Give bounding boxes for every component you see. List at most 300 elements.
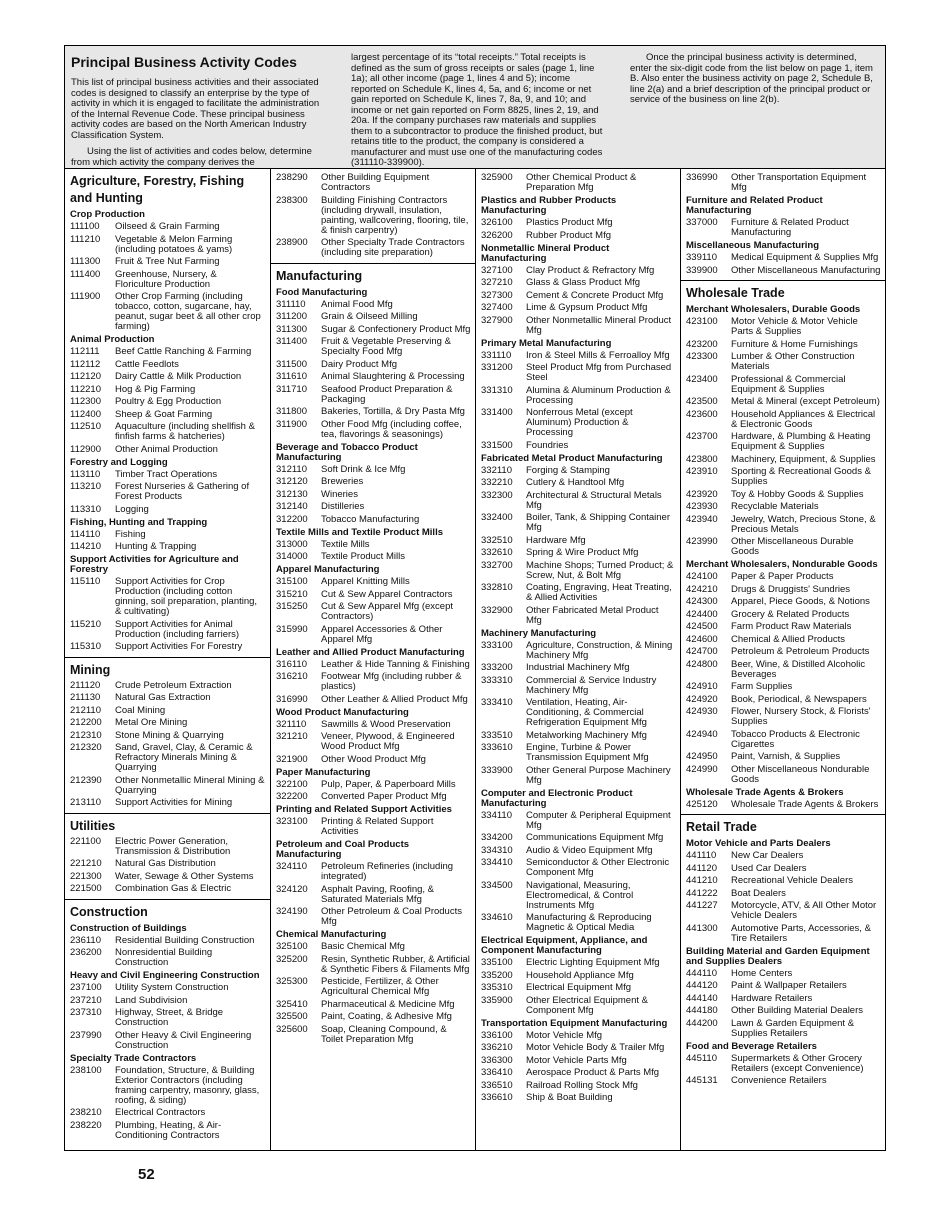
activity-description: Chemical & Allied Products <box>731 633 846 645</box>
code-entry <box>276 695 471 705</box>
group-heading: Wholesale Trade Agents & Brokers <box>686 786 844 798</box>
activity-code: 424940 <box>686 728 718 740</box>
group-heading: Beverage and Tobacco Product Manufacturing <box>276 441 418 463</box>
activity-description: Highway, Street, & Bridge Construction <box>115 1007 224 1028</box>
code-entry <box>481 1031 676 1041</box>
code-entry <box>686 901 881 921</box>
code-entry <box>276 173 471 193</box>
code-entry <box>70 996 266 1006</box>
activity-description: Animal Food Mfg <box>321 298 393 310</box>
code-entry <box>686 317 881 337</box>
section <box>65 169 270 657</box>
activity-code: 334310 <box>481 844 513 856</box>
code-entry <box>276 420 471 440</box>
code-entry <box>686 218 881 238</box>
activity-code: 441210 <box>686 875 718 886</box>
group-heading: Machinery Manufacturing <box>481 627 597 639</box>
code-entry <box>686 502 881 512</box>
page-title: Principal Business Activity Codes <box>71 54 297 70</box>
activity-description: Cattle Feedlots <box>115 358 179 370</box>
activity-code: 221300 <box>70 870 102 882</box>
activity-code: 444200 <box>686 1017 718 1029</box>
activity-description: Sporting & Recreational Goods & Supplies <box>731 466 871 487</box>
code-entry <box>276 325 471 335</box>
activity-description: Natural Gas Extraction <box>115 692 211 703</box>
activity-description: Aerospace Product & Parts Mfg <box>526 1067 660 1078</box>
group-heading: Wood Product Manufacturing <box>276 706 409 718</box>
activity-description: Furniture & Related Product Manufacturing <box>731 217 849 238</box>
code-entry <box>686 695 881 705</box>
activity-description: Household Appliances & Electrical & Electronic Goods <box>731 408 876 430</box>
activity-code: 111400 <box>70 268 101 280</box>
code-entry <box>276 238 471 258</box>
activity-description: Basic Chemical Mfg <box>321 941 405 952</box>
code-entry <box>686 647 881 657</box>
code-entry <box>70 410 266 420</box>
activity-description: Machinery, Equipment, & Supplies <box>731 453 876 465</box>
activity-code: 334110 <box>481 809 512 821</box>
code-entry <box>70 743 266 773</box>
activity-code: 331310 <box>481 384 513 396</box>
activity-code: 423910 <box>686 466 718 477</box>
intro-paragraph-1: This list of principal business activities and their associated codes is designed to classify an enterprise by the type of activity in which it is engaged to facilitate the administration of the Internal Revenue Code. These principal business activity codes are based on the North American Industry Classification System. <box>71 77 320 141</box>
code-entry <box>70 1008 266 1028</box>
activity-code: 424400 <box>686 608 718 620</box>
activity-description: Stone Mining & Quarrying <box>115 729 224 741</box>
activity-code: 336990 <box>686 172 718 183</box>
activity-description: Aquaculture (including shellfish & finfish farms & hatcheries) <box>115 421 255 442</box>
activity-description: Petroleum & Petroleum Products <box>731 646 870 657</box>
code-entry <box>481 386 676 406</box>
activity-code: 441222 <box>686 887 718 899</box>
code-entry <box>481 641 676 661</box>
section <box>271 263 475 1050</box>
activity-code: 221100 <box>70 835 101 847</box>
code-entry <box>481 983 676 993</box>
activity-code: 332210 <box>481 477 513 488</box>
activity-code: 114210 <box>70 541 101 552</box>
activity-code: 331400 <box>481 407 513 418</box>
activity-code: 335310 <box>481 982 513 993</box>
activity-description: Other Nonmetallic Mineral Mining & Quarrying <box>115 774 265 796</box>
activity-description: Resin, Synthetic Rubber, & Artificial & Synthetic Fibers & Filaments Mfg <box>321 953 470 975</box>
code-entry <box>70 482 266 502</box>
activity-code: 333200 <box>481 662 513 673</box>
intro-paragraph-4: Once the principal business activity is determined, enter the six-digit code from the list below on page 1, item B. Also enter the business activity on page 2, Schedule B, line 2(a) and a brief description of the principal product or service of the business on line 2(b). <box>630 52 873 105</box>
activity-code: 337000 <box>686 217 718 228</box>
section-title: Construction <box>70 904 148 919</box>
section <box>681 814 885 1091</box>
activity-description: Glass & Glass Product Mfg <box>526 277 641 288</box>
activity-description: Wholesale Trade Agents & Brokers <box>731 798 879 810</box>
activity-description: Wineries <box>321 488 358 500</box>
activity-description: Bakeries, Tortilla, & Dry Pasta Mfg <box>321 406 465 417</box>
activity-code: 316110 <box>276 658 307 670</box>
intro-paragraph-2: Using the list of activities and codes below, determine from which activity the company derives the <box>71 146 312 168</box>
group-heading: Chemical Manufacturing <box>276 929 387 940</box>
code-entry <box>276 477 471 487</box>
activity-description: Dairy Cattle & Milk Production <box>115 371 242 382</box>
activity-code: 332110 <box>481 464 512 476</box>
activity-code: 331500 <box>481 439 513 451</box>
code-entry <box>481 833 676 843</box>
activity-code: 112900 <box>70 443 101 455</box>
activity-description: Nonferrous Metal (except Aluminum) Production & Processing <box>526 407 633 438</box>
activity-description: Logging <box>115 503 149 515</box>
group-heading: Building Material and Garden Equipment and Supplies Dealers <box>686 945 870 967</box>
code-entry <box>70 798 266 808</box>
group-heading: Forestry and Logging <box>70 456 168 468</box>
activity-code: 321110 <box>276 718 307 730</box>
activity-description: Hog & Pig Farming <box>115 383 196 395</box>
activity-description: Hardware Mfg <box>526 534 586 546</box>
activity-code: 334410 <box>481 857 513 868</box>
code-entry <box>686 537 881 557</box>
code-entry <box>70 936 266 946</box>
activity-code: 115310 <box>70 641 101 652</box>
code-entry <box>481 513 676 533</box>
code-entry <box>276 372 471 382</box>
activity-code: 212110 <box>70 704 101 716</box>
activity-description: Footwear Mfg (including rubber & plastics) <box>321 671 462 692</box>
code-entry <box>686 622 881 632</box>
code-entry <box>686 994 881 1004</box>
code-entry <box>481 663 676 673</box>
activity-description: Apparel, Piece Goods, & Notions <box>731 596 870 607</box>
code-entry <box>686 851 881 861</box>
activity-code: 115110 <box>70 576 101 587</box>
activity-description: Household Appliance Mfg <box>526 969 634 981</box>
activity-code: 327210 <box>481 277 513 288</box>
section <box>681 169 885 280</box>
activity-description: Paper & Paper Products <box>731 571 834 582</box>
activity-code: 336300 <box>481 1054 513 1066</box>
activity-code: 321210 <box>276 731 308 742</box>
activity-description: Grocery & Related Products <box>731 608 850 620</box>
group-heading: Furniture and Related Product Manufacturing <box>686 195 823 216</box>
activity-description: Distilleries <box>321 501 365 512</box>
activity-code: 111300 <box>70 256 101 267</box>
activity-code: 423400 <box>686 373 718 385</box>
activity-code: 311500 <box>276 358 307 370</box>
activity-code: 336100 <box>481 1029 513 1041</box>
activity-description: Electrical Contractors <box>115 1107 206 1118</box>
code-entry <box>276 817 471 837</box>
group-heading: Merchant Wholesalers, Durable Goods <box>686 304 861 315</box>
activity-description: Book, Periodical, & Newspapers <box>731 693 867 705</box>
activity-description: Rubber Product Mfg <box>526 229 612 241</box>
activity-description: Water, Sewage & Other Systems <box>115 870 254 882</box>
activity-description: Communications Equipment Mfg <box>526 832 664 843</box>
code-entry <box>70 872 266 882</box>
code-entry <box>686 340 881 350</box>
code-entry <box>481 766 676 786</box>
activity-code: 327100 <box>481 264 513 276</box>
activity-description: Agriculture, Construction, & Mining Machinery Mfg <box>526 639 673 661</box>
activity-code: 111900 <box>70 291 101 302</box>
code-entry <box>481 278 676 288</box>
activity-description: Land Subdivision <box>115 994 188 1006</box>
code-entry <box>70 948 266 968</box>
activity-description: Other Electrical Equipment & Component Mfg <box>526 994 648 1016</box>
activity-code: 311800 <box>276 406 307 417</box>
activity-description: Coal Mining <box>115 704 166 716</box>
activity-code: 112400 <box>70 408 101 420</box>
activity-description: Cut & Sew Apparel Contractors <box>321 588 453 600</box>
code-entry <box>686 635 881 645</box>
activity-code: 111100 <box>70 221 100 232</box>
code-entry <box>276 792 471 802</box>
intro-paragraph-3: largest percentage of its “total receipts.” Total receipts is defined as the sum of gross receipts or sales (page 1, line 1a); all other income (page 1, lines 4 and 5); income reported on Schedule K, lines 4, 5a, and 6; income or net gain reported on Schedule K, lines 7, 8a, 9, and 10; and income or net gain reported on Form 8825, lines 2, 19, and 20a. If the company purchases raw materials and supplies them to a subcontractor to produce the finished product, but retains title to the product, the company is considered a manufacturer and must use one of the manufacturing codes (311110-339900). <box>351 52 603 168</box>
code-entry <box>276 625 471 645</box>
activity-code: 333310 <box>481 674 513 686</box>
activity-description: Boat Dealers <box>731 887 786 899</box>
page-frame <box>64 45 886 1151</box>
activity-description: Electric Lighting Equipment Mfg <box>526 957 660 968</box>
activity-description: Railroad Rolling Stock Mfg <box>526 1079 638 1091</box>
activity-description: Asphalt Paving, Roofing, & Saturated Materials Mfg <box>321 883 435 905</box>
activity-code: 424100 <box>686 571 718 582</box>
activity-description: Fishing <box>115 528 146 540</box>
code-entry <box>481 846 676 856</box>
activity-code: 423920 <box>686 488 718 500</box>
activity-description: Audio & Video Equipment Mfg <box>526 844 653 856</box>
code-entry <box>70 681 266 691</box>
activity-description: Clay Product & Refractory Mfg <box>526 264 655 276</box>
activity-code: 331110 <box>481 349 512 361</box>
activity-description: Cut & Sew Apparel Mfg (except Contractors) <box>321 601 454 622</box>
code-entry <box>276 385 471 405</box>
activity-code: 312120 <box>276 476 308 487</box>
activity-code: 237100 <box>70 982 102 993</box>
activity-description: Flower, Nursery Stock, & Florists' Supplies <box>731 706 871 727</box>
code-entry <box>481 218 676 228</box>
activity-description: Sheep & Goat Farming <box>115 408 213 420</box>
activity-code: 333410 <box>481 697 513 708</box>
activity-description: Grain & Oilseed Milling <box>321 311 418 322</box>
activity-description: Other Miscellaneous Durable Goods <box>731 536 854 557</box>
code-entry <box>276 360 471 370</box>
code-entry <box>276 1025 471 1045</box>
activity-code: 221500 <box>70 883 102 894</box>
activity-description: Other Building Material Dealers <box>731 1005 864 1016</box>
code-entry <box>481 676 676 696</box>
activity-code: 311300 <box>276 323 307 335</box>
activity-code: 441110 <box>686 850 717 861</box>
activity-code: 332810 <box>481 582 513 593</box>
code-entry <box>686 432 881 452</box>
code-entry <box>481 408 676 438</box>
section-title: Manufacturing <box>276 268 363 283</box>
activity-description: Iron & Steel Mills & Ferroalloy Mfg <box>526 349 670 361</box>
activity-code: 424800 <box>686 658 718 670</box>
code-entry <box>276 1000 471 1010</box>
code-entry <box>686 969 881 979</box>
code-entry <box>276 540 471 550</box>
activity-code: 332700 <box>481 559 513 571</box>
code-entry <box>70 1066 266 1106</box>
code-entry <box>481 881 676 911</box>
activity-description: Fruit & Tree Nut Farming <box>115 256 220 267</box>
activity-description: Nonresidential Building Construction <box>115 947 213 968</box>
activity-description: Coating, Engraving, Heat Treating, & Allied Activities <box>526 582 672 603</box>
group-heading: Nonmetallic Mineral Product Manufacturing <box>481 242 610 264</box>
code-entry <box>686 924 881 944</box>
code-entry <box>70 1108 266 1118</box>
activity-code: 423200 <box>686 338 718 350</box>
activity-code: 424920 <box>686 693 718 705</box>
activity-code: 424210 <box>686 583 718 595</box>
section <box>476 169 680 1108</box>
code-entry <box>481 1056 676 1066</box>
code-entry <box>70 235 266 255</box>
activity-code: 332400 <box>481 512 513 523</box>
activity-code: 334610 <box>481 912 513 923</box>
code-entry <box>70 397 266 407</box>
activity-code: 327900 <box>481 314 513 326</box>
intro-column-1 <box>71 52 324 168</box>
activity-code: 423800 <box>686 453 718 465</box>
activity-description: Other Transportation Equipment Mfg <box>731 172 867 193</box>
code-entry <box>481 266 676 276</box>
code-entry <box>276 720 471 730</box>
code-entry <box>70 292 266 332</box>
activity-description: Convenience Retailers <box>731 1075 827 1086</box>
activity-code: 334200 <box>481 832 513 843</box>
activity-description: Pulp, Paper, & Paperboard Mills <box>321 778 456 790</box>
code-entry <box>686 585 881 595</box>
activity-code: 332510 <box>481 534 513 546</box>
activity-description: Natural Gas Distribution <box>115 858 216 869</box>
activity-description: Apparel Accessories & Other Apparel Mfg <box>321 623 443 645</box>
activity-description: Recreational Vehicle Dealers <box>731 875 853 886</box>
code-entry <box>70 859 266 869</box>
activity-code: 311400 <box>276 336 307 347</box>
code-entry <box>481 173 676 193</box>
activity-code: 424600 <box>686 633 718 645</box>
activity-description: Poultry & Egg Production <box>115 396 222 407</box>
activity-description: Other Fabricated Metal Product Mfg <box>526 604 659 626</box>
code-entry <box>70 505 266 515</box>
activity-description: Petroleum Refineries (including integrated) <box>321 861 454 882</box>
code-entry <box>276 955 471 975</box>
activity-code: 423600 <box>686 408 718 420</box>
activity-description: Crude Petroleum Extraction <box>115 679 232 691</box>
code-entry <box>276 407 471 417</box>
activity-description: Oilseed & Grain Farming <box>115 221 220 232</box>
activity-code: 237210 <box>70 994 102 1006</box>
activity-code: 331200 <box>481 362 513 373</box>
code-entry <box>70 693 266 703</box>
section <box>65 813 270 899</box>
activity-code: 424300 <box>686 596 718 607</box>
activity-description: Animal Slaughtering & Processing <box>321 371 465 382</box>
activity-description: Forest Nurseries & Gathering of Forest Products <box>115 481 250 502</box>
code-entry <box>686 1076 881 1086</box>
activity-code: 333100 <box>481 639 513 651</box>
activity-description: Metal Ore Mining <box>115 717 188 728</box>
activity-description: Lawn & Garden Equipment & Supplies Retailers <box>731 1017 855 1039</box>
code-entry <box>481 731 676 741</box>
activity-description: Medical Equipment & Supplies Mfg <box>731 252 879 263</box>
group-heading: Food and Beverage Retailers <box>686 1040 817 1052</box>
group-heading: Merchant Wholesalers, Nondurable Goods <box>686 559 878 570</box>
activity-code: 112111 <box>70 346 100 357</box>
group-heading: Textile Mills and Textile Product Mills <box>276 526 443 538</box>
group-heading: Paper Manufacturing <box>276 766 371 778</box>
activity-description: Other Chemical Product & Preparation Mfg <box>526 172 637 193</box>
code-entry <box>276 196 471 236</box>
activity-code: 212320 <box>70 742 102 753</box>
activity-description: Supermarkets & Other Grocery Retailers (except Convenience) <box>731 1052 864 1074</box>
code-entry <box>481 536 676 546</box>
activity-description: Electric Power Generation, Transmission & Distribution <box>115 835 231 857</box>
code-entry <box>276 552 471 562</box>
activity-description: Other Food Mfg (including coffee, tea, flavorings & seasonings) <box>321 418 462 440</box>
code-entry <box>481 971 676 981</box>
code-entry <box>276 312 471 322</box>
code-entry <box>70 577 266 617</box>
activity-code: 312200 <box>276 513 308 525</box>
activity-description: Pesticide, Fertilizer, & Other Agricultural Chemical Mfg <box>321 976 439 997</box>
activity-code: 221210 <box>70 858 102 869</box>
activity-description: Cutlery & Handtool Mfg <box>526 477 625 488</box>
activity-description: Building Finishing Contractors (including drywall, insulation, painting, wallcovering, flooring, tile, & finish carpentry) <box>321 194 469 236</box>
code-entry <box>686 707 881 727</box>
activity-code: 326200 <box>481 229 513 241</box>
group-heading: Petroleum and Coal Products Manufacturing <box>276 839 410 860</box>
activity-description: Sand, Gravel, Clay, & Ceramic & Refractory Minerals Mining & Quarrying <box>115 742 253 773</box>
activity-code: 212310 <box>70 729 102 741</box>
activity-code: 113210 <box>70 481 101 492</box>
activity-description: Furniture & Home Furnishings <box>731 338 858 350</box>
activity-description: Motorcycle, ATV, & All Other Motor Vehicle Dealers <box>731 900 877 921</box>
activity-description: Textile Mills <box>321 538 370 550</box>
code-entry <box>686 173 881 193</box>
activity-description: Utility System Construction <box>115 982 229 993</box>
activity-description: Support Activities for Mining <box>115 797 233 808</box>
code-entry <box>276 337 471 357</box>
column-2 <box>271 169 476 1151</box>
activity-description: Soap, Cleaning Compound, & Toilet Preparation Mfg <box>321 1023 447 1045</box>
activity-description: Paint, Varnish, & Supplies <box>731 751 841 762</box>
code-entry <box>70 445 266 455</box>
code-entry <box>481 1081 676 1091</box>
code-entry <box>686 876 881 886</box>
activity-description: Farm Supplies <box>731 681 793 692</box>
code-entry <box>686 253 881 263</box>
activity-description: Support Activities for Animal Production (including farriers) <box>115 618 240 640</box>
group-heading: Apparel Manufacturing <box>276 564 380 575</box>
activity-code: 211130 <box>70 692 101 703</box>
activity-description: Other General Purpose Machinery Mfg <box>526 764 671 786</box>
activity-description: Other Animal Production <box>115 443 218 455</box>
group-heading: Animal Production <box>70 334 155 345</box>
activity-description: Spring & Wire Product Mfg <box>526 547 639 558</box>
group-heading: Construction of Buildings <box>70 922 187 934</box>
activity-description: Other Wood Product Mfg <box>321 753 426 765</box>
activity-description: Ventilation, Heating, Air-Conditioning, & Commercial Refrigeration Equipment Mfg <box>526 697 647 728</box>
code-entry <box>70 530 266 540</box>
activity-code: 315250 <box>276 601 308 612</box>
activity-code: 325100 <box>276 941 308 952</box>
activity-code: 112120 <box>70 371 101 382</box>
code-entry <box>481 363 676 383</box>
activity-code: 315990 <box>276 623 308 635</box>
code-entry <box>481 1043 676 1053</box>
activity-code: 333900 <box>481 764 513 776</box>
code-entry <box>686 455 881 465</box>
